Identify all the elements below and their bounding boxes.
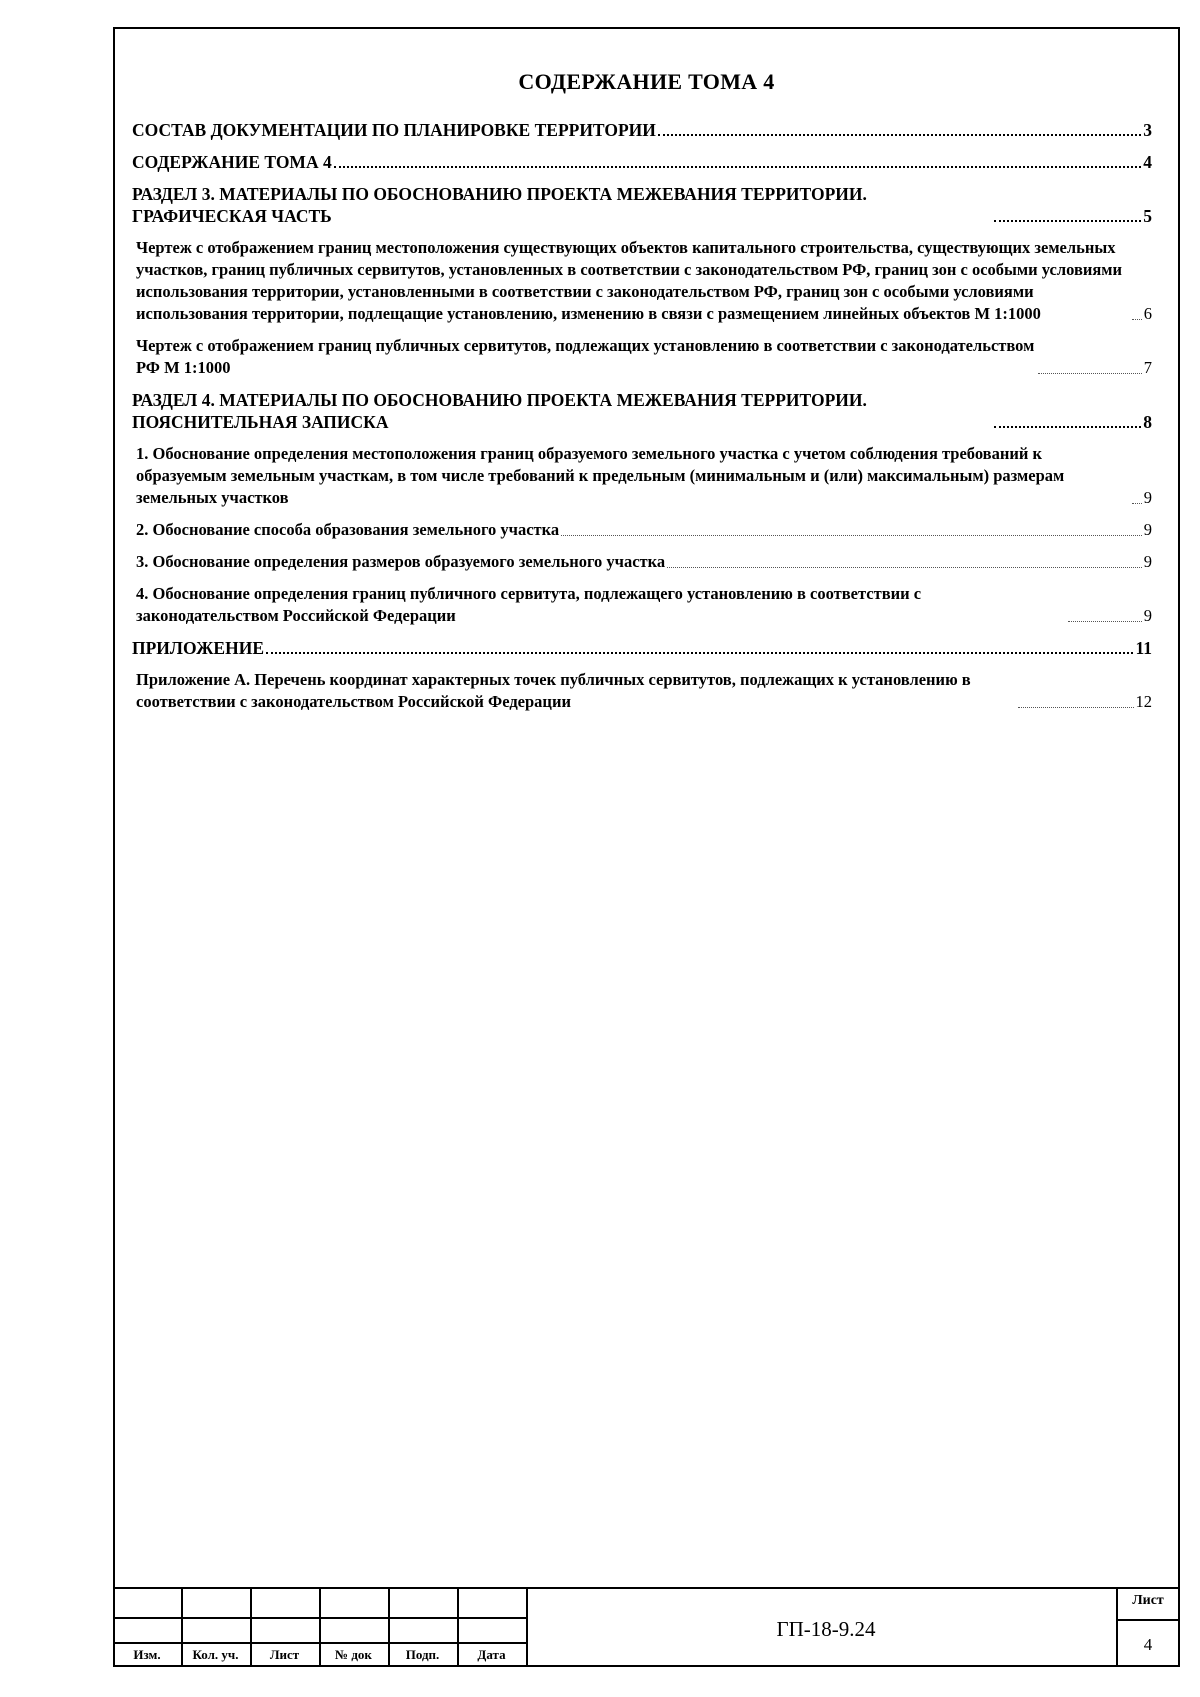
toc-entry[interactable] (132, 237, 1152, 325)
toc-entry-text: 2. Обоснование способа образования земельного участка (136, 520, 560, 539)
toc-entry[interactable] (132, 519, 1152, 541)
toc-entry[interactable] (132, 583, 1152, 627)
dot-leader (994, 220, 1141, 222)
toc-entry[interactable] (132, 389, 1152, 433)
dot-leader (334, 166, 1142, 168)
dot-leader (266, 652, 1133, 654)
toc-entry-page: 12 (1135, 692, 1152, 711)
toc-entry-text: ПРИЛОЖЕНИЕ (132, 638, 265, 658)
page-title: СОДЕРЖАНИЕ ТОМА 4 (518, 69, 775, 94)
page-frame (113, 27, 1180, 1667)
toc-entry-page: 9 (1143, 520, 1152, 539)
toc-entry-text: РАЗДЕЛ 4. МАТЕРИАЛЫ ПО ОБОСНОВАНИЮ ПРОЕКТА МЕЖЕВАНИЯ ТЕРРИТОРИИ. ПОЯСНИТЕЛЬНАЯ ЗАПИСКА (132, 390, 867, 432)
col-label-kol-uch: Кол. уч. (192, 1647, 239, 1662)
toc-entry[interactable] (132, 637, 1152, 659)
toc-entry-text: 4. Обоснование определения границ публичного сервитута, подлежащего установлению в соответствии с законодательством Российской Федерации (136, 584, 922, 625)
col-label-list: Лист (269, 1647, 300, 1662)
toc-entry-text: РАЗДЕЛ 3. МАТЕРИАЛЫ ПО ОБОСНОВАНИЮ ПРОЕКТА МЕЖЕВАНИЯ ТЕРРИТОРИИ. ГРАФИЧЕСКАЯ ЧАСТЬ (132, 184, 867, 226)
dot-leader (1038, 373, 1142, 374)
dot-leader (1132, 503, 1142, 504)
toc-entry[interactable] (132, 119, 1152, 141)
col-label-doc-num: № док (335, 1647, 372, 1662)
dot-leader (1018, 707, 1134, 708)
sheet-label: Лист (1132, 1593, 1164, 1608)
dot-leader (1068, 621, 1142, 622)
dot-leader (561, 535, 1142, 536)
toc-entry-page: 11 (1135, 638, 1152, 658)
dot-leader (1132, 319, 1142, 320)
col-label-date: Дата (477, 1647, 506, 1662)
toc-entry-page: 3 (1143, 120, 1152, 140)
toc-entry-text: 1. Обоснование определения местоположения границ образуемого земельного участка с учетом соблюдения требований к образуемым земельным участкам, в том числе требований к предельным (минимальным и (или) максимальным) размерам земельных участков (136, 444, 1065, 507)
toc-entry-page: 5 (1143, 206, 1152, 226)
dot-leader (658, 134, 1141, 136)
title-block-stamp (113, 1587, 1180, 1667)
table-of-contents (132, 119, 1152, 723)
col-label-signature: Подп. (405, 1647, 440, 1662)
toc-entry-page: 8 (1143, 412, 1152, 432)
toc-entry-text: СОСТАВ ДОКУМЕНТАЦИИ ПО ПЛАНИРОВКЕ ТЕРРИТОРИИ (132, 120, 656, 140)
toc-entry-text: Чертеж с отображением границ местоположения существующих объектов капитального строительства, существующих земельных участков, границ публичных сервитутов, установленных в соответствии с законодательством РФ, границ зон с особыми условиями использования территории, установленными в соответствии с законодательством РФ, границ зон с особыми условиями использования территории, подлещащие установлению, изменению в связи с размещением линейных объектов М 1:1000 (136, 238, 1123, 323)
toc-entry[interactable] (132, 669, 1152, 713)
toc-entry[interactable] (132, 151, 1152, 173)
toc-entry[interactable] (132, 551, 1152, 573)
toc-entry[interactable] (132, 183, 1152, 227)
toc-entry-page: 9 (1143, 606, 1152, 625)
toc-entry-text: Чертеж с отображением границ публичных сервитутов, подлежащих установлению в соответствии с законодательством РФ М 1:1000 (136, 336, 1035, 377)
toc-entry-text: СОДЕРЖАНИЕ ТОМА 4 (132, 152, 332, 172)
toc-entry-page: 9 (1143, 552, 1152, 571)
toc-entry-page: 7 (1143, 358, 1152, 377)
stamp-divider (526, 1589, 528, 1667)
stamp-row-line (113, 1617, 526, 1619)
toc-entry[interactable] (132, 335, 1152, 379)
toc-entry-page: 6 (1143, 304, 1152, 323)
col-label-izm: Изм. (133, 1647, 161, 1662)
toc-entry-page: 4 (1143, 152, 1152, 172)
toc-entry[interactable] (132, 443, 1152, 509)
stamp-row-line (113, 1642, 526, 1644)
dot-leader (994, 426, 1141, 428)
document-code: ГП-18-9.24 (776, 1617, 876, 1641)
toc-entry-page: 9 (1143, 488, 1152, 507)
toc-entry-text: Приложение А. Перечень координат характерных точек публичных сервитутов, подлежащих к установлению в соответствии с законодательством Российской Федерации (136, 670, 971, 711)
sheet-number: 4 (1143, 1635, 1153, 1654)
toc-entry-text: 3. Обоснование определения размеров образуемого земельного участка (136, 552, 666, 571)
stamp-row-line (1116, 1619, 1180, 1621)
dot-leader (667, 567, 1142, 568)
